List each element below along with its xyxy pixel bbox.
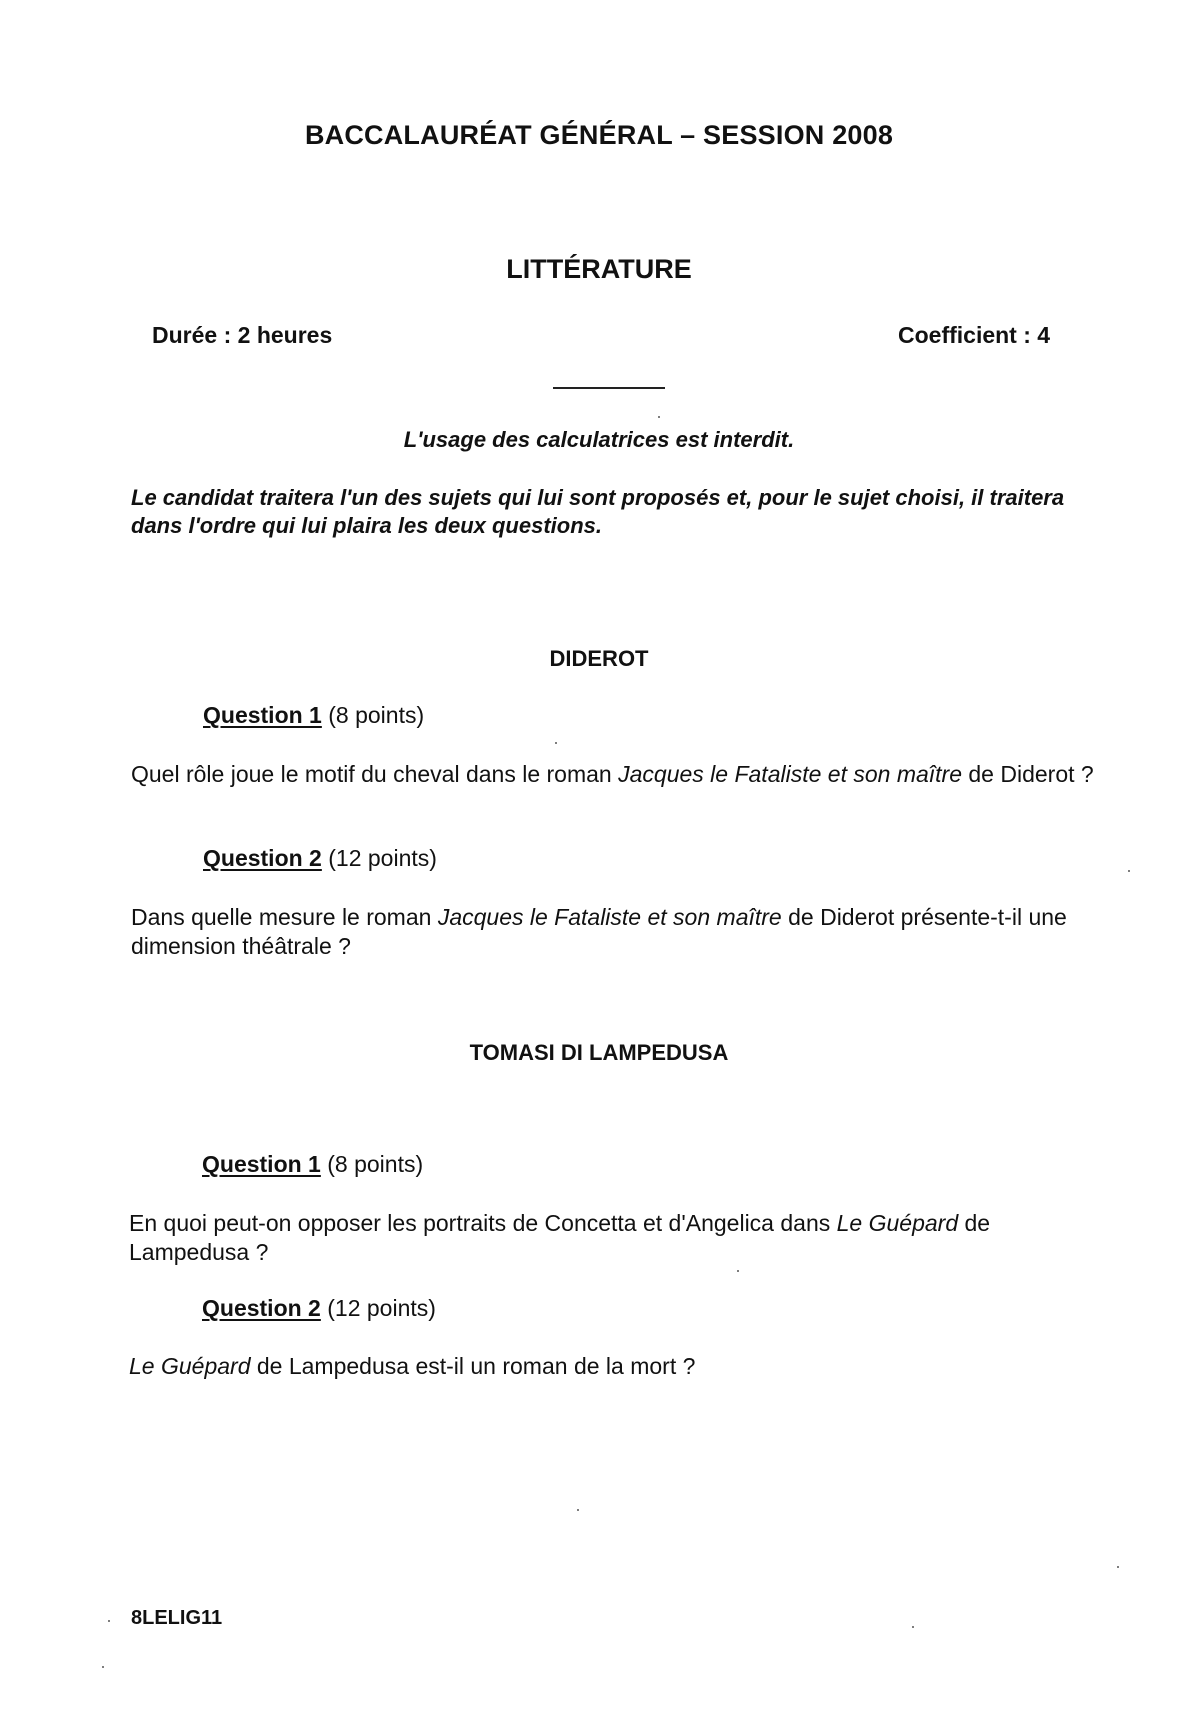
scan-speck [102,1666,104,1668]
document-code: 8LELIG11 [131,1607,223,1629]
book-title: Jacques le Fataliste et son maître [618,761,962,787]
question-text [131,760,1111,789]
question-text-after: de Diderot présente-t-il une dimension théâtrale ? [131,904,1067,959]
separator-rule [553,387,665,389]
section-author-lampedusa: TOMASI DI LAMPEDUSA [469,1040,729,1065]
scan-speck [108,1620,110,1622]
subject-title: LITTÉRATURE [506,254,692,284]
book-title: Le Guépard [129,1353,251,1379]
question-points: (12 points) [327,1295,436,1321]
question-heading [203,702,424,729]
question-label: Question 2 [203,845,322,871]
question-text [131,903,1111,961]
question-points: (8 points) [327,1151,424,1177]
calculator-notice: L'usage des calculatrices est interdit. [403,427,795,452]
question-text-before: Dans quelle mesure le roman [131,904,438,930]
candidate-instructions: Le candidat traitera l'un des sujets qui lui sont proposés et, pour le sujet choisi, il traitera dans l'ordre qui lui plaira les deux questions. [131,485,1065,538]
book-title: Le Guépard [836,1210,959,1236]
book-title: Jacques le Fataliste et son maître [437,904,782,930]
scan-speck [912,1626,914,1628]
scan-speck [737,1270,739,1272]
exam-title: BACCALAURÉAT GÉNÉRAL – SESSION 2008 [304,120,894,150]
question-text-before: Quel rôle joue le motif du cheval dans le roman [131,761,619,787]
question-label: Question 1 [202,1151,321,1177]
section-author-diderot: DIDEROT [549,646,649,671]
question-heading [203,845,437,872]
question-heading [202,1295,436,1322]
question-points: (8 points) [328,702,425,728]
question-text-after: de Diderot ? [962,761,1094,787]
scan-speck [577,1509,579,1511]
question-text-after: de Lampedusa est-il un roman de la mort ? [250,1353,696,1379]
question-points: (12 points) [328,845,437,871]
question-heading [202,1151,423,1178]
question-text-before: En quoi peut-on opposer les portraits de Concetta et d'Angelica dans [129,1210,837,1236]
scan-speck [555,742,557,744]
duration-label: Durée : 2 heures [152,322,333,348]
question-text [129,1209,1109,1267]
scan-speck [1128,870,1130,872]
question-label: Question 2 [202,1295,321,1321]
question-text-after: de Lampedusa ? [129,1210,991,1265]
scan-speck [1117,1566,1119,1568]
question-label: Question 1 [203,702,322,728]
coefficient-label: Coefficient : 4 [898,322,1051,348]
question-text [129,1352,1109,1381]
scan-speck [658,416,660,418]
